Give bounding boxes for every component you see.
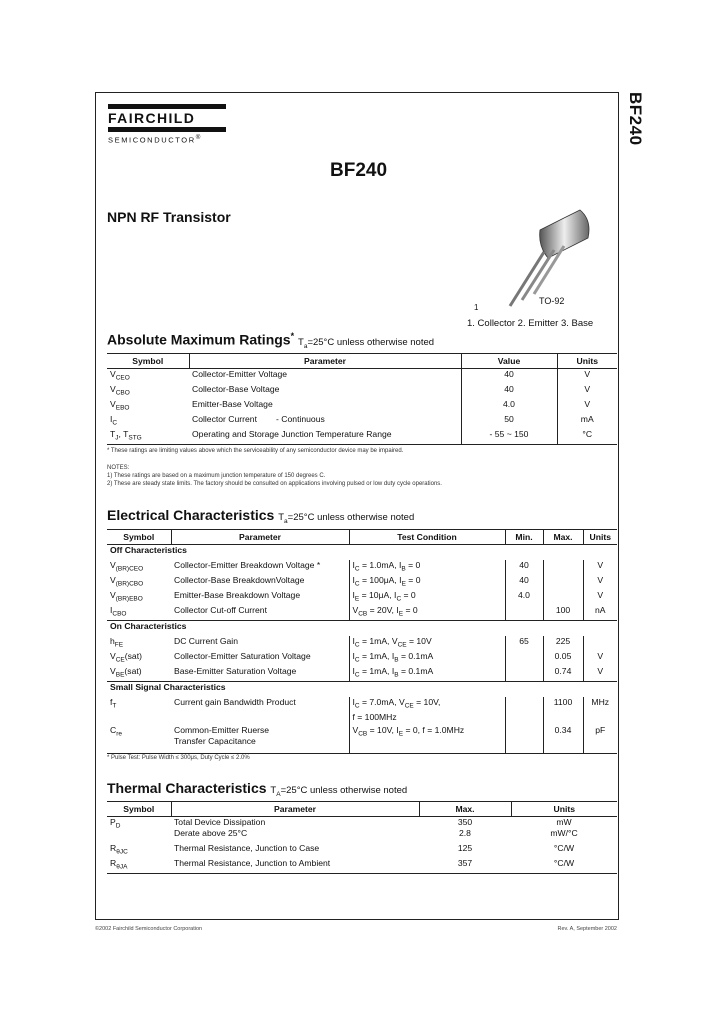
table-row: $V_{(BR)EBO}$ Emitter-Base Breakdown Voltage $I_E = 10\mu A$, $I_C = 0$ 4.0 V [107,590,617,605]
abs-max-title: Absolute Maximum Ratings* $T_a=25^\circ C$ unless otherwise noted [107,331,435,350]
table-row: $I_C$ Collector Current - Continuous 50 mA [107,414,617,429]
table-row: $V_{CE}(sat)$ Collector-Emitter Saturation Voltage $I_C = 1mA$, $I_B = 0.1mA$ 0.05 V [107,651,617,666]
part-number: BF240 [330,160,388,181]
table-row: $f_T$ Current gain Bandwidth Product $I_C = 7.0mA$, $V_{CE} = 10V$, f = 100MHz 1100 MHz [107,697,617,725]
elec-title: Electrical Characteristics $T_a=25^\circ C$ unless otherwise noted [107,507,415,525]
table-row: $P_D$ Total Device Dissipation Derate above 25°C 350 2.8 mW mW/°C [110,817,578,838]
device-description: NPN RF Transistor [107,209,231,225]
table-row: $R_{\theta JC}$ Thermal Resistance, Junction to Case 125 °C/W [110,843,575,856]
abs-max-notes: NOTES: 1) These ratings are based on a maximum junction temperature of 150 degrees C. 2) These are steady state limits. The factory should be consulted on applications involving pulsed or low duty cycle operations. [107,465,442,487]
table-row: $V_{CEO}$ Collector-Emitter Voltage 40 V [107,369,617,385]
to92-package-icon [500,200,600,310]
footer-copyright: ©2002 Fairchild Semiconductor Corporation [95,926,203,932]
abs-max-footnote: * These ratings are limiting values above which the serviceability of any semiconductor device may be impaired. [107,448,404,454]
group-heading: Off Characteristics [110,545,187,555]
logo-brand: FAIRCHILD [108,110,196,126]
thermal-title: Thermal Characteristics $T_A=25^\circ C$ unless otherwise noted [107,780,408,798]
table-row: $R_{\theta JA}$ Thermal Resistance, Junction to Ambient 357 °C/W [107,858,617,874]
table-row: $h_{FE}$ DC Current Gain $I_C = 1mA$, $V_{CE} = 10V$ 65 225 [107,636,617,651]
pin-legend: 1. Collector 2. Emitter 3. Base [467,318,594,329]
table-row: $V_{EBO}$ Emitter-Base Voltage 4.0 V [107,399,617,414]
table-row: $V_{BE}(sat)$ Base-Emitter Saturation Voltage $I_C = 1mA$, $I_B = 0.1mA$ 0.74 V [107,666,617,682]
table-row: $I_{CBO}$ Collector Cut-off Current $V_{CB} = 20V$, $I_E = 0$ 100 nA [107,605,617,621]
table-row: $V_{(BR)CEO}$ Collector-Emitter Breakdown Voltage * $I_C = 1.0mA$, $I_B = 0$ 40 V [107,560,617,575]
table-row: $C_{re}$ Common-Emitter Ruerse Transfer Capacitance $V_{CB} = 10V$, $I_E = 0$, f = 1.0MHz 0.34 pF [107,725,617,754]
table-row: $T_J$, $T_{STG}$ Operating and Storage Junction Temperature Range - 55 ~ 150 °C [107,429,617,445]
side-part-number: BF240 [626,92,645,146]
group-heading: Small Signal Characteristics [110,682,226,692]
fairchild-logo: FAIRCHILD SEMICONDUCTOR® [108,104,226,145]
pin1-label: 1 [474,303,479,312]
package-name: TO-92 [539,296,565,306]
elec-table: Symbol Parameter Test Condition Min. Max. Units Off Characteristics $V_{(BR)CEO}$ Collector-Emitter Breakdown Voltage * $I_C = 1.0mA$, $I_B = 0$ 40 V $V_{(BR)CBO}$ Collector-Base BreakdownVoltage $I_C = 100\mu A$, $I_E = 0$ 40 V $V_{(BR)EBO}$ Emitter-Base Breakdown Voltage $I_E = 10\mu A$, $I_C = 0$ 4.0 V $I_{CBO}$ Collector Cut-off Current $V_{CB} = 20V$, $I_E = 0$ 100 nA On Characteristics $h_{FE}$ DC Current Gain $I_C = 1mA$, $V_{CE} = 10V$ 65 225 $V_{CE}(sat)$ Collector-Emitter Saturation Voltage $I_C = 1mA$, $I_B = 0.1mA$ 0.05 V $V_{BE}(sat)$ Base-Emitter Saturation Voltage $I_C = 1mA$, $I_B = 0.1mA$ 0.74 V Small Signal Characteristics $f_T$ Current gain Bandwidth Product $I_C = 7.0mA$, $V_{CE} = 10V$, f = 100MHz 1100 MHz $C_{re}$ Common-Emitter Ruerse Transfer Capacitance $V_{CB} = 10V$, $I_E = 0$, f = 1.0MHz 0.34 pF [107,529,617,754]
table-row: $V_{(BR)CBO}$ Collector-Base BreakdownVoltage $I_C = 100\mu A$, $I_E = 0$ 40 V [107,575,617,590]
thermal-table: Symbol Parameter Max. Units $P_D$ Total Device Dissipation Derate above 25°C 350 2.8 mW mW/°C $R_{\theta JC}$ Thermal Resistance, Junction to Case 125 °C/W $R_{\theta JA}$ Thermal Resistance, Junction to Ambient 357 °C/W [107,801,617,874]
elec-footnote: * Pulse Test: Pulse Width ≤ 300μs, Duty Cycle ≤ 2.0% [107,755,250,761]
abs-max-table: Symbol Parameter Value Units $V_{CEO}$ Collector-Emitter Voltage 40 V $V_{CBO}$ Collector-Base Voltage 40 V $V_{EBO}$ Emitter-Base Voltage 4.0 V $I_C$ Collector Current - Continuous 50 mA $T_J$, $T_{STG}$ Operating and Storage Junction Temperature Range - 55 ~ 150 °C [107,353,617,445]
footer-revision: Rev. A, September 2002 [557,926,617,932]
table-row: $V_{CBO}$ Collector-Base Voltage 40 V [107,384,617,399]
group-heading: On Characteristics [110,621,187,631]
logo-sub: SEMICONDUCTOR [108,135,196,145]
